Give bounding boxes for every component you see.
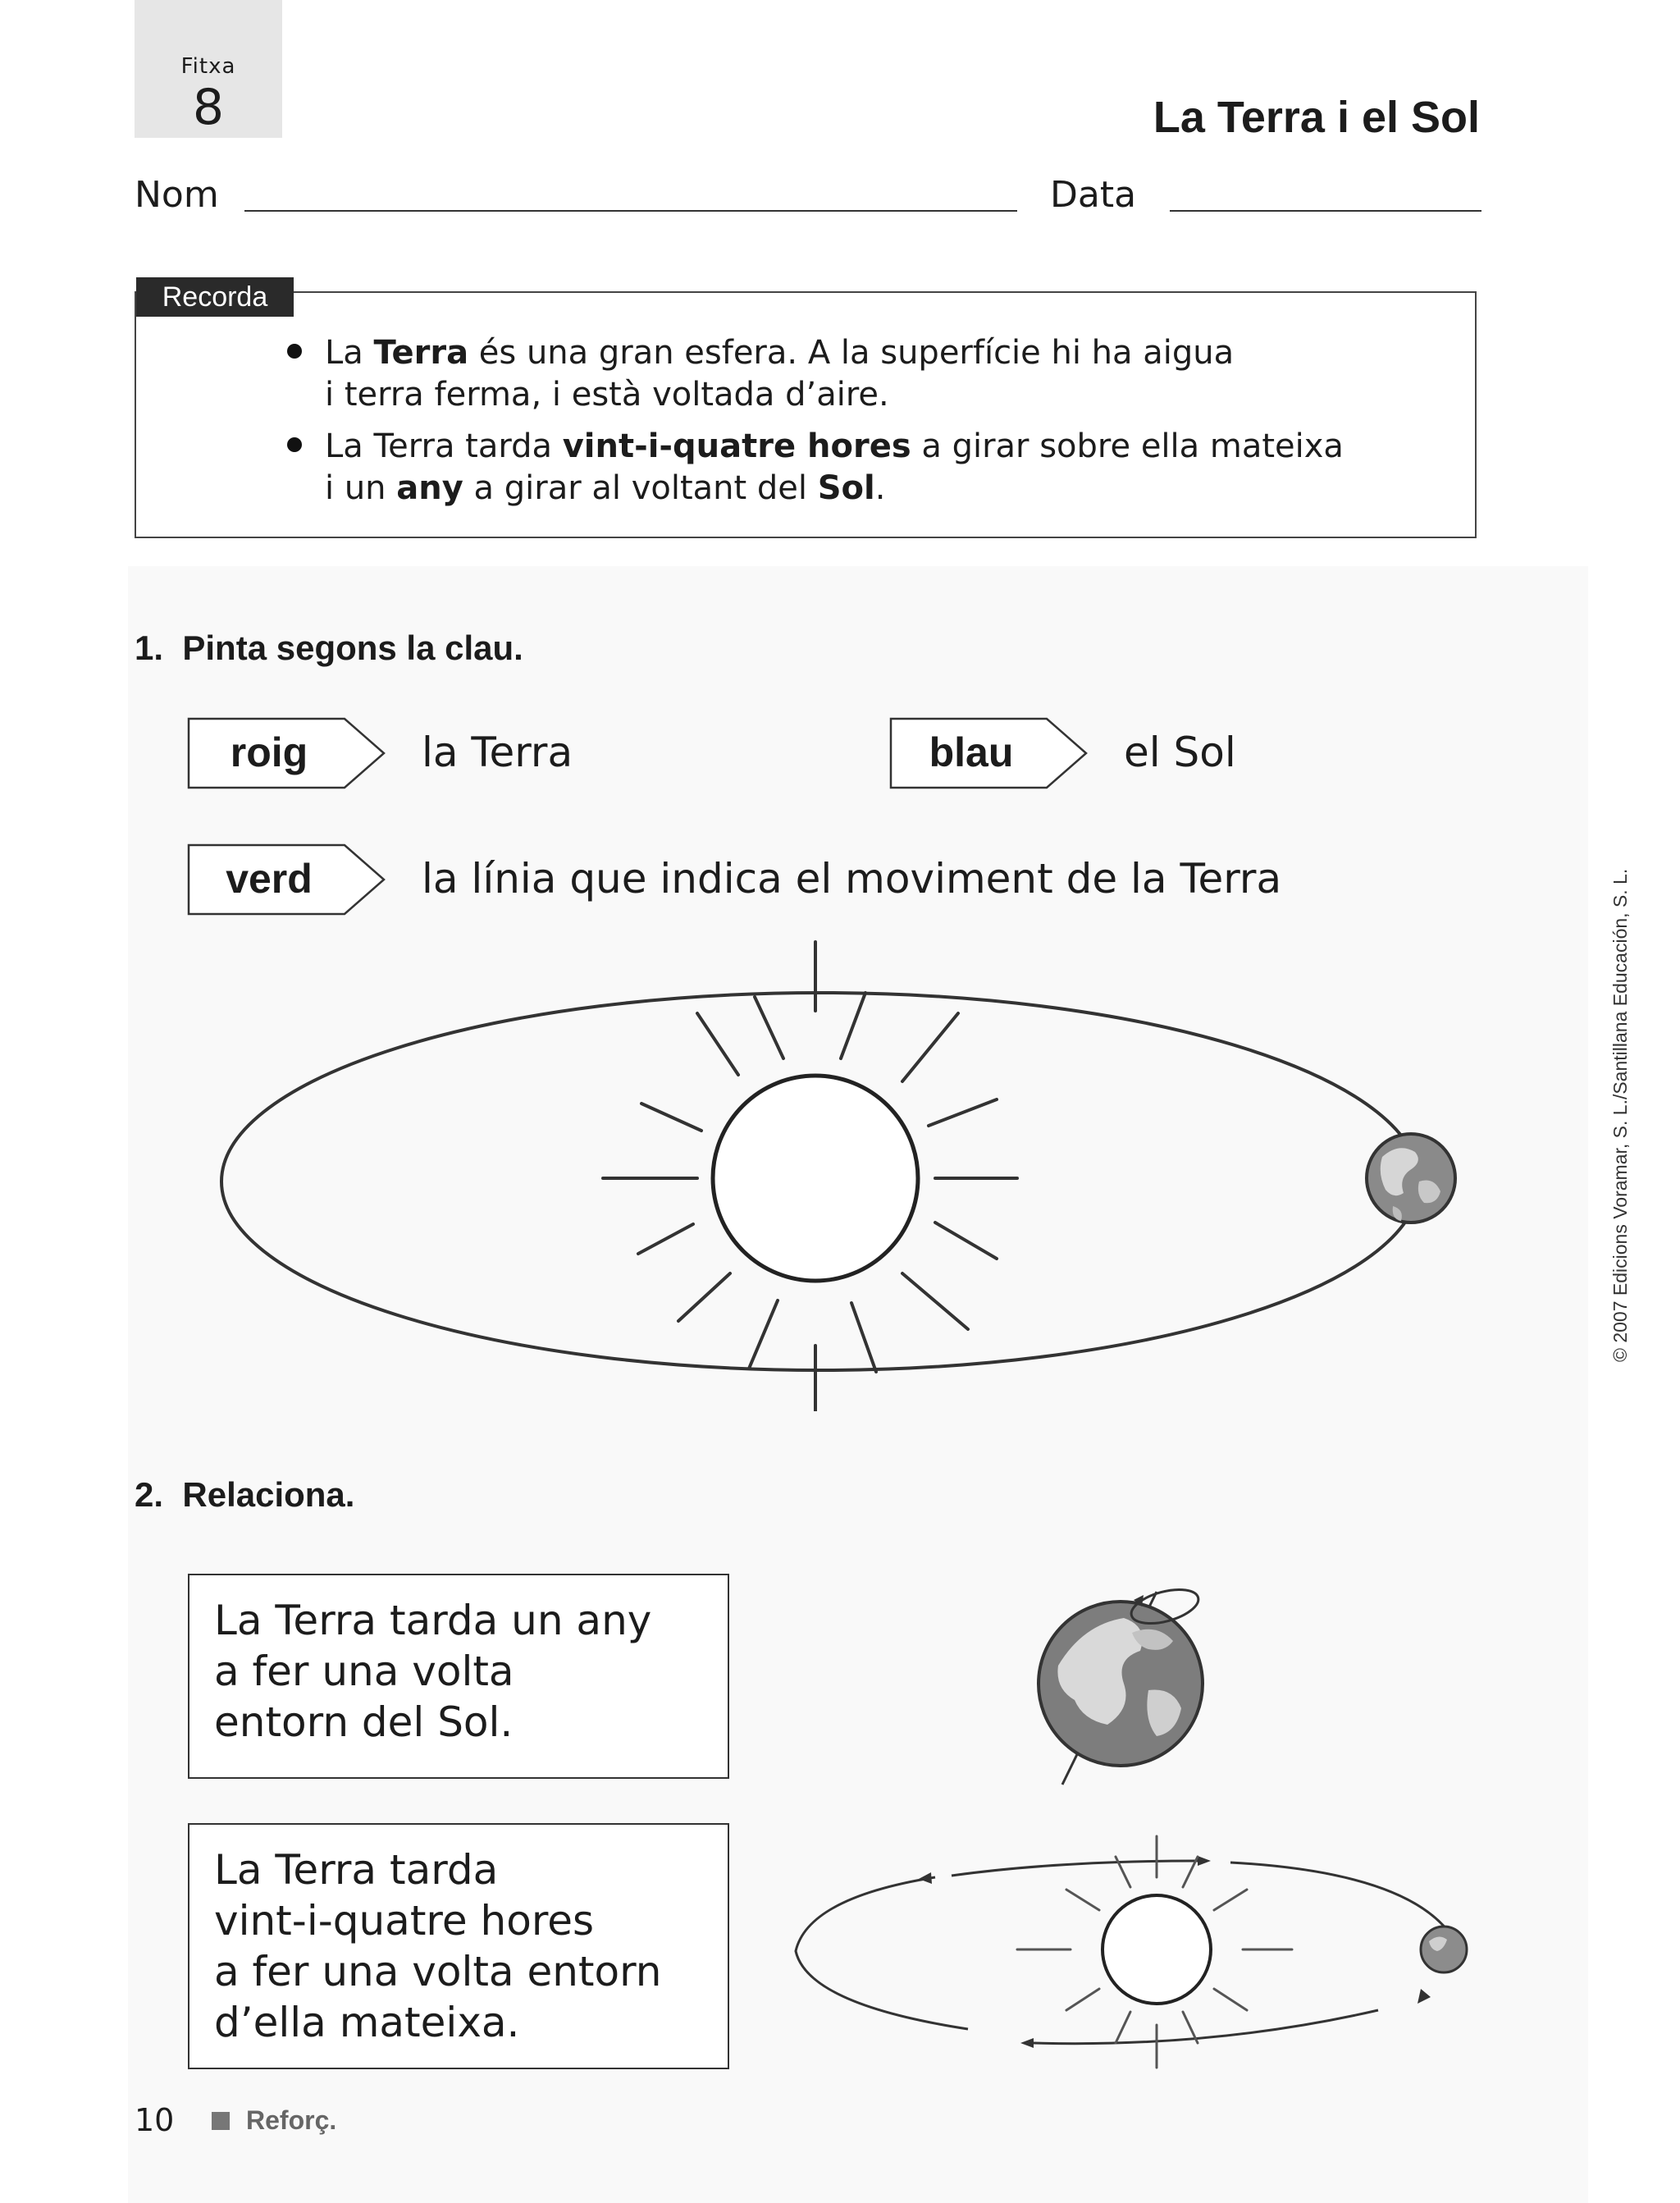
date-line[interactable] [1170,210,1481,212]
date-label: Data [1050,174,1137,216]
earth-icon[interactable] [1367,1134,1455,1223]
orbit-diagram[interactable] [189,935,1468,1411]
name-label: Nom [135,174,219,216]
sun-icon[interactable] [603,942,1017,1411]
section-marker-icon [212,2112,230,2130]
page-title: La Terra i el Sol [1153,93,1480,142]
card-line: vint-i-quatre hores [214,1897,595,1945]
name-line[interactable] [244,210,1017,212]
match-card-day[interactable] [188,1823,729,2069]
card-line: entorn del Sol. [214,1698,514,1746]
key-meaning-orbit: la línia que indica el moviment de la Terra [422,855,1282,903]
exercise-2-heading: 2. Relaciona. [135,1475,355,1514]
recorda-item-2-line-2: i un any a girar al voltant del Sol. [325,469,886,507]
key-color-roig: roig [230,729,308,775]
rotating-earth-icon[interactable] [1025,1575,1222,1789]
page-number: 10 [135,2102,175,2138]
match-card-year[interactable] [188,1574,729,1779]
card-line: La Terra tarda un any [214,1597,652,1644]
card-line: La Terra tarda [214,1846,499,1894]
card-line: a fer una volta entorn [214,1948,662,1995]
card-line: a fer una volta [214,1648,514,1695]
small-orbit-diagram[interactable] [788,1828,1477,2074]
copyright-notice: © 2007 Edicions Voramar, S. L./Santillana Educación, S. L. [1609,868,1631,1362]
key-color-verd: verd [226,856,313,902]
card-line: d’ella mateixa. [214,1999,520,2046]
exercise-1-heading: 1. Pinta segons la clau. [135,628,523,667]
recorda-item-1-line-2: i terra ferma, i està voltada d’aire. [325,376,889,414]
recorda-item-1-line-1: La Terra és una gran esfera. A la superfície hi ha aigua [325,334,1235,372]
bullet-icon [287,344,302,359]
worksheet-number: 8 [192,79,225,136]
key-meaning-earth: la Terra [422,729,573,776]
bullet-icon [287,437,302,452]
recorda-tag: Recorda [136,277,294,317]
worksheet-tab-label: Fitxa [180,54,236,79]
key-meaning-sun: el Sol [1124,729,1236,776]
recorda-item-2-line-1: La Terra tarda vint-i-quatre hores a girar sobre ella mateixa [325,427,1344,465]
recorda-box [135,291,1477,538]
section-label: Reforç. [246,2105,337,2135]
earth-icon[interactable] [1421,1926,1467,1972]
key-color-blau: blau [929,729,1014,775]
